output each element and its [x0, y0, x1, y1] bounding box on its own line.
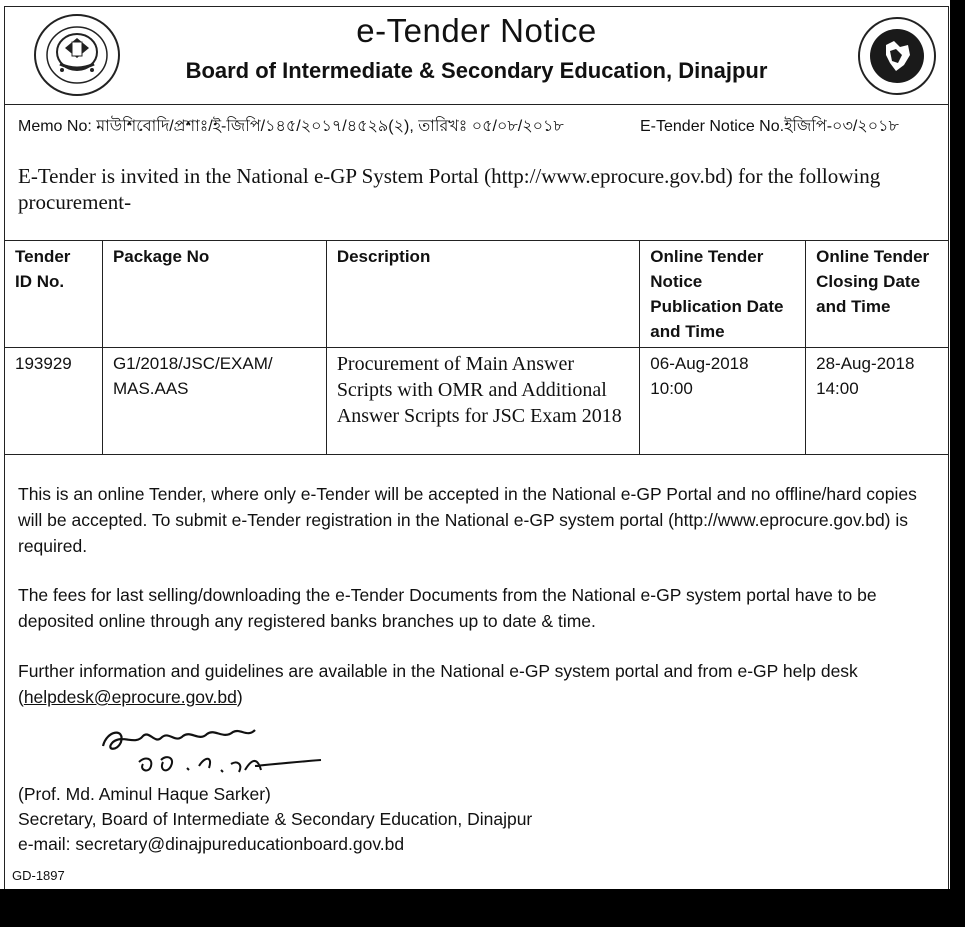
- col-publication-date: Online Tender Notice Publication Date and Time: [640, 241, 806, 348]
- signatory-name: (Prof. Md. Aminul Haque Sarker): [18, 784, 271, 804]
- tender-table: [4, 240, 949, 455]
- memo-number: Memo No: মাউশিবোদি/প্রশাঃ/ই-জিপি/১৪৫/২০১৭/৪৫২৯(২), তারিখঃ ০৫/০৮/২০১৮: [18, 118, 564, 135]
- closing-date: 28-Aug-2018: [816, 354, 915, 373]
- table-row: [5, 348, 949, 455]
- description-cell: Procurement of Main Answer Scripts with OMR and Additional Answer Scripts for JSC Exam 2018: [326, 348, 639, 455]
- government-seal-icon: [856, 15, 938, 97]
- paragraph-fees: The fees for last selling/downloading the e-Tender Documents from the National e-GP system portal have to be deposited online through any registered banks branches up to date & time.: [18, 585, 877, 631]
- col-closing-date: Online Tender Closing Date and Time: [806, 241, 949, 348]
- publication-time: 10:00: [650, 379, 693, 398]
- package-line: G1/2018/JSC/EXAM/: [112, 354, 273, 373]
- col-package-no: Package No: [102, 241, 326, 348]
- paragraph-online-tender: This is an online Tender, where only e-Tender will be accepted in the National e-GP Portal and no offline/hard copies will be accepted. To submit e-Tender registration in the National e-GP system portal (http://www.eprocure.gov.bd) is required.: [18, 484, 917, 556]
- footer-code: GD-1897: [12, 868, 65, 883]
- tender-notice-number: E-Tender Notice No.ইজিপি-০৩/২০১৮: [640, 118, 899, 135]
- notice-header: [4, 6, 949, 105]
- page-title: e-Tender Notice: [356, 12, 597, 49]
- table-header-row: [5, 241, 949, 348]
- intro-text: E-Tender is invited in the National e-GP System Portal (http://www.eprocure.gov.bd) for the following procurement-: [18, 164, 881, 214]
- col-description: Description: [326, 241, 639, 348]
- paragraph-further-info: Further information and guidelines are available in the National e-GP system portal and from e-GP help desk (helpdesk@eprocure.gov.bd): [18, 661, 858, 707]
- board-name: Board of Intermediate & Secondary Education, Dinajpur: [185, 58, 768, 83]
- package-line: MAS.AAS: [112, 379, 189, 398]
- closing-date-cell: [806, 348, 949, 455]
- handwritten-signature-icon: [95, 720, 335, 784]
- signatory-email: e-mail: secretary@dinajpureducationboard.gov.bd: [18, 834, 405, 854]
- memo-row: [18, 113, 938, 140]
- signatory-designation: Secretary, Board of Intermediate & Secondary Education, Dinajpur: [18, 809, 533, 829]
- col-tender-id: Tender ID No.: [5, 241, 103, 348]
- signature-block: [18, 782, 532, 857]
- helpdesk-email-link[interactable]: helpdesk@eprocure.gov.bd: [23, 687, 237, 707]
- publication-date-cell: [640, 348, 806, 455]
- closing-time: 14:00: [816, 379, 859, 398]
- publication-date: 06-Aug-2018: [650, 354, 749, 373]
- package-no-cell: [102, 348, 326, 455]
- tender-id-cell: 193929: [5, 348, 103, 455]
